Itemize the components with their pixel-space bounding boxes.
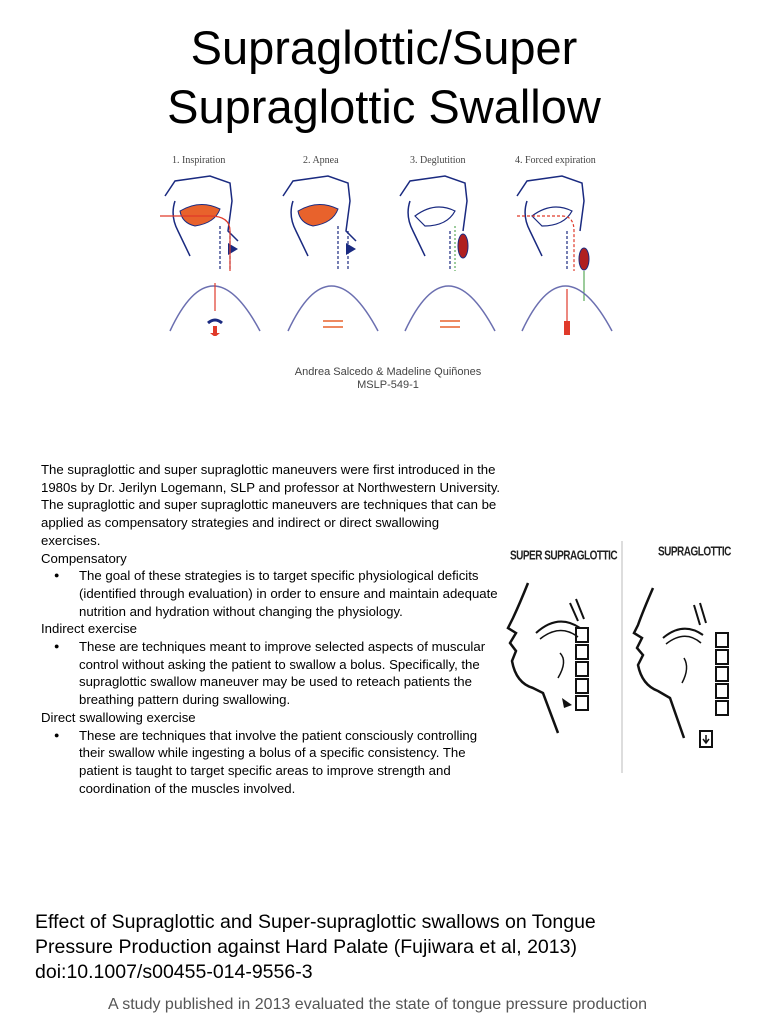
bullet-item: ● These are techniques meant to improve selected aspects of muscular control without asking the patient to swallow a bolus. Specifically, the supraglottic swallow maneuver may be used to reteach patients the breathing pattern during swallowing. <box>79 638 501 709</box>
section-heading-compensatory: Compensatory <box>41 550 127 566</box>
stage-label-1: 1. Inspiration <box>172 155 226 166</box>
stage-forced-expiration-illustration <box>512 171 622 336</box>
page-title <box>0 18 768 136</box>
title-line-1: Supraglottic/Super <box>190 21 578 74</box>
section-heading-indirect: Indirect exercise <box>41 621 138 637</box>
bullet-item: ● The goal of these strategies is to target specific physiological deficits (identified through evaluation) in order to ensure and maintain adequate nutrition and hydration without changing the physiology. <box>79 567 501 620</box>
super-supraglottic-label: SUPER SUPRAGLOTTIC <box>510 549 618 564</box>
stage-label-2: 2. Apnea <box>303 155 339 166</box>
stage-inspiration-illustration <box>160 171 270 336</box>
stage-label-3: 3. Deglutition <box>410 155 466 166</box>
stage-apnea-illustration <box>278 171 388 336</box>
bullet-list <box>41 727 501 798</box>
bullet-list <box>41 638 501 709</box>
swallow-stages-figure <box>160 155 620 335</box>
intro-paragraph: The supraglottic and super supraglottic maneuvers were first introduced in the 1980s by Dr. Jerilyn Logemann, SLP and professor at Northwestern University. The supraglottic and super supraglottic maneuvers are techniques that can be applied as compensatory strategies and indirect or direct swallowing exercises. <box>41 462 501 548</box>
bullet-list <box>41 567 501 620</box>
study-summary: A study published in 2013 evaluated the state of tongue pressure production <box>108 996 648 1013</box>
section-heading-direct: Direct swallowing exercise <box>41 709 196 725</box>
credits <box>0 366 768 392</box>
maneuver-comparison-drawing <box>498 533 754 777</box>
authors: Andrea Salcedo & Madeline Quiñones <box>294 366 482 378</box>
stage-label-4: 4. Forced expiration <box>515 155 596 166</box>
reference-line-1: Effect of Supraglottic and Super-supraglottic swallows on Tongue <box>35 911 596 933</box>
maneuver-comparison-diagram <box>498 533 754 777</box>
course-code: MSLP-549-1 <box>357 379 419 391</box>
bullet-item: ● These are techniques that involve the patient consciously controlling their swallow while ingesting a bolus of a specific consistency. The patient is taught to target specific areas to improve strength and coordination of the muscles involved. <box>79 727 501 798</box>
title-line-2: Supraglottic Swallow <box>167 80 601 133</box>
reference-citation <box>35 910 755 985</box>
reference-line-2: Pressure Production against Hard Palate (Fujiwara et al, 2013) <box>35 936 577 958</box>
reference-doi: doi:10.1007/s00455-014-9556-3 <box>35 961 313 983</box>
supraglottic-label: SUPRAGLOTTIC <box>658 545 731 560</box>
stage-deglutition-illustration <box>395 171 505 336</box>
body-text <box>41 461 501 797</box>
